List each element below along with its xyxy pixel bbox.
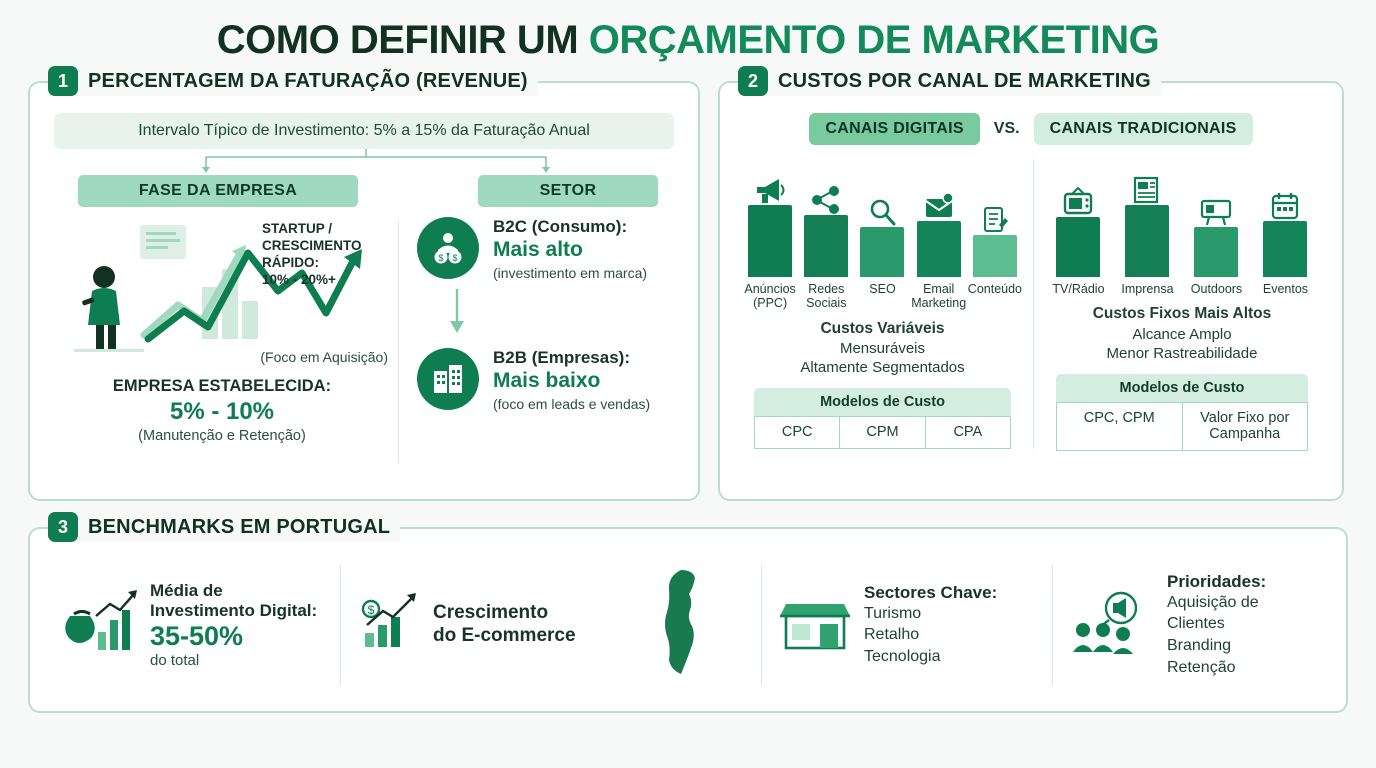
established-note: (Manutenção e Retenção) [138, 428, 306, 444]
traditional-note-2: Alcance Amplo [1132, 325, 1232, 343]
bar-group [1257, 179, 1313, 277]
benchmark-map [611, 568, 761, 683]
x-label: Anúncios (PPC) [744, 282, 796, 311]
channel-columns [734, 157, 1328, 451]
bm4-item: Tecnologia [864, 647, 941, 665]
subhead-setor: SETOR [478, 175, 658, 207]
benchmark-investimento [40, 581, 340, 670]
sector-b2c [417, 217, 682, 281]
cost-cell: CPA [926, 416, 1011, 449]
bm5-item: Branding [1167, 637, 1232, 654]
x-label: Imprensa [1121, 282, 1174, 296]
portugal-map-icon [651, 568, 721, 683]
cost-cell: CPC, CPM [1056, 402, 1183, 451]
bar-group [1188, 185, 1244, 277]
traditional-cost-cells [1056, 402, 1308, 451]
bar-group [798, 173, 854, 277]
x-label: Email Marketing [911, 282, 967, 311]
digital-x-labels [742, 282, 1023, 311]
b2c-note: (investimento em marca) [493, 265, 648, 281]
top-sections-row [28, 69, 1348, 501]
section3-badge: 3 [48, 512, 78, 542]
svg-text:$: $ [367, 602, 375, 617]
bm5-head: Prioridades: [1167, 571, 1267, 591]
channel-chips [734, 113, 1328, 145]
chip-canais-tradicionais: CANAIS TRADICIONAIS [1034, 113, 1253, 145]
digital-note-2: Mensuráveis [839, 339, 926, 357]
benchmark-prioridades-text [1167, 572, 1320, 678]
storefront-icon [778, 590, 852, 661]
sector-b2c-text [493, 217, 647, 281]
section2-title: CUSTOS POR CANAL DE MARKETING [778, 69, 1151, 92]
b2b-title: B2B (Empresas): [493, 348, 630, 367]
newspaper-icon [1132, 163, 1162, 205]
megaphone-icon [753, 163, 787, 205]
startup-note: (Foco em Aquisição) [260, 349, 388, 365]
connector-lines [46, 149, 682, 175]
bar-group [1119, 163, 1175, 277]
benchmark-sectores [762, 583, 1052, 668]
startup-label [262, 221, 392, 289]
established-block [46, 377, 398, 444]
section-percentagem-faturacao [28, 69, 700, 501]
bm4-head: Sectores Chave: [864, 582, 998, 602]
traditional-x-labels [1044, 282, 1320, 296]
section1-badge: 1 [48, 66, 78, 96]
audience-megaphone-icon [1069, 590, 1155, 661]
bm1-note: do total [150, 652, 200, 670]
startup-title: STARTUP / CRESCIMENTO RÁPIDO: [262, 221, 362, 270]
calendar-icon [1270, 179, 1300, 221]
section1-columns [46, 217, 682, 467]
x-label: SEO [869, 282, 896, 296]
sub-heads [46, 175, 682, 207]
title-part-2: ORÇAMENTO DE MARKETING [588, 18, 1160, 62]
x-label: Conteúdo [967, 282, 1023, 296]
svg-text:$: $ [452, 253, 458, 263]
cost-cell: CPM [840, 416, 925, 449]
b2b-highlight: Mais baixo [493, 369, 601, 392]
bar-group [911, 179, 967, 277]
people-money-glyph [429, 229, 467, 267]
section-benchmarks-portugal [28, 515, 1348, 713]
section2-divider [1033, 159, 1034, 449]
connector-svg [46, 149, 686, 175]
digital-note-1: Custos Variáveis [820, 319, 945, 337]
benchmark-prioridades [1053, 572, 1336, 678]
digital-column [734, 157, 1031, 451]
sector-b2b-text [493, 348, 650, 412]
bm2-line2: do E-commerce [433, 625, 576, 646]
benchmark-ecommerce-text [433, 602, 576, 648]
digital-notes [742, 319, 1023, 378]
subhead-fase-empresa: FASE DA EMPRESA [78, 175, 358, 207]
b2c-title: B2C (Consumo): [493, 217, 628, 236]
digital-cost-cells [754, 416, 1011, 449]
benchmark-row [40, 555, 1336, 695]
established-value: 5% - 10% [169, 398, 275, 425]
x-label: Eventos [1262, 282, 1309, 296]
bm2-line1: Crescimento [433, 602, 549, 624]
benchmark-investimento-text [150, 581, 317, 670]
benchmark-sectores-text [864, 583, 997, 668]
bm4-item: Retalho [864, 626, 920, 644]
digital-note-3: Altamente Segmentados [800, 359, 965, 377]
magnifier-icon [867, 185, 897, 227]
people-money-icon [417, 217, 479, 279]
traditional-notes [1044, 304, 1320, 363]
building-glyph [430, 361, 466, 397]
startup-value: 10% - 20%+ [262, 271, 336, 287]
arrow-down-icon [447, 289, 467, 335]
section2-header [738, 66, 1161, 96]
traditional-note-3: Menor Rastreabilidade [1106, 345, 1258, 363]
cost-cell: Valor Fixo por Campanha [1183, 402, 1309, 451]
established-label: EMPRESA ESTABELECIDA: [112, 377, 332, 395]
bar-group [742, 163, 798, 277]
traditional-note-1: Custos Fixos Mais Altos [1092, 305, 1272, 323]
bar-group [1050, 175, 1106, 277]
cost-cell: CPC [754, 416, 840, 449]
sector-b2b [417, 348, 682, 412]
column-setor [407, 217, 682, 467]
b2c-highlight: Mais alto [493, 238, 583, 261]
x-label: Outdoors [1190, 282, 1243, 296]
x-label: TV/Rádio [1052, 282, 1105, 296]
growth-arrow-icon [357, 591, 421, 660]
bm1-line2: Investimento Digital: [150, 600, 318, 620]
digital-cost-title: Modelos de Custo [754, 388, 1011, 416]
section3-header [48, 512, 400, 542]
bar-group [854, 185, 910, 277]
page-title [28, 0, 1348, 63]
document-pencil-icon [981, 193, 1009, 235]
svg-text:$: $ [438, 253, 444, 263]
share-nodes-icon [810, 173, 842, 215]
bm4-item: Turismo [864, 604, 922, 622]
bm5-item: Aquisição de Clientes [1167, 593, 1259, 633]
section3-title: BENCHMARKS EM PORTUGAL [88, 515, 391, 538]
section-custos-canais [718, 69, 1344, 501]
interval-banner: Intervalo Típico de Investimento: 5% a 15% da Faturação Anual [54, 113, 674, 149]
traditional-cost-title: Modelos de Custo [1056, 374, 1308, 402]
bm1-line1: Média de [150, 580, 223, 600]
b2b-note: (foco em leads e vendas) [493, 396, 651, 412]
bm1-value: 35-50% [150, 621, 244, 652]
bar-group [967, 193, 1023, 277]
section2-badge: 2 [738, 66, 768, 96]
building-icon [417, 348, 479, 410]
section1-divider [398, 221, 399, 463]
money-bag-chart-icon [56, 586, 138, 663]
chip-canais-digitais: CANAIS DIGITAIS [809, 113, 979, 145]
section1-title: PERCENTAGEM DA FATURAÇÃO (REVENUE) [88, 69, 528, 92]
benchmark-ecommerce [341, 591, 611, 660]
email-icon [923, 179, 955, 221]
x-label: Redes Sociais [806, 282, 847, 311]
traditional-bar-chart [1044, 157, 1320, 277]
billboard-icon [1199, 185, 1233, 227]
column-fase-empresa [46, 217, 398, 467]
vs-label: VS. [993, 120, 1020, 137]
sector-arrow [447, 289, 682, 340]
tv-icon [1062, 175, 1094, 217]
section1-header [48, 66, 538, 96]
digital-bar-chart [742, 157, 1023, 277]
bm5-item: Retenção [1167, 658, 1236, 676]
title-part-1: COMO DEFINIR UM [216, 18, 589, 62]
traditional-column [1036, 157, 1328, 451]
